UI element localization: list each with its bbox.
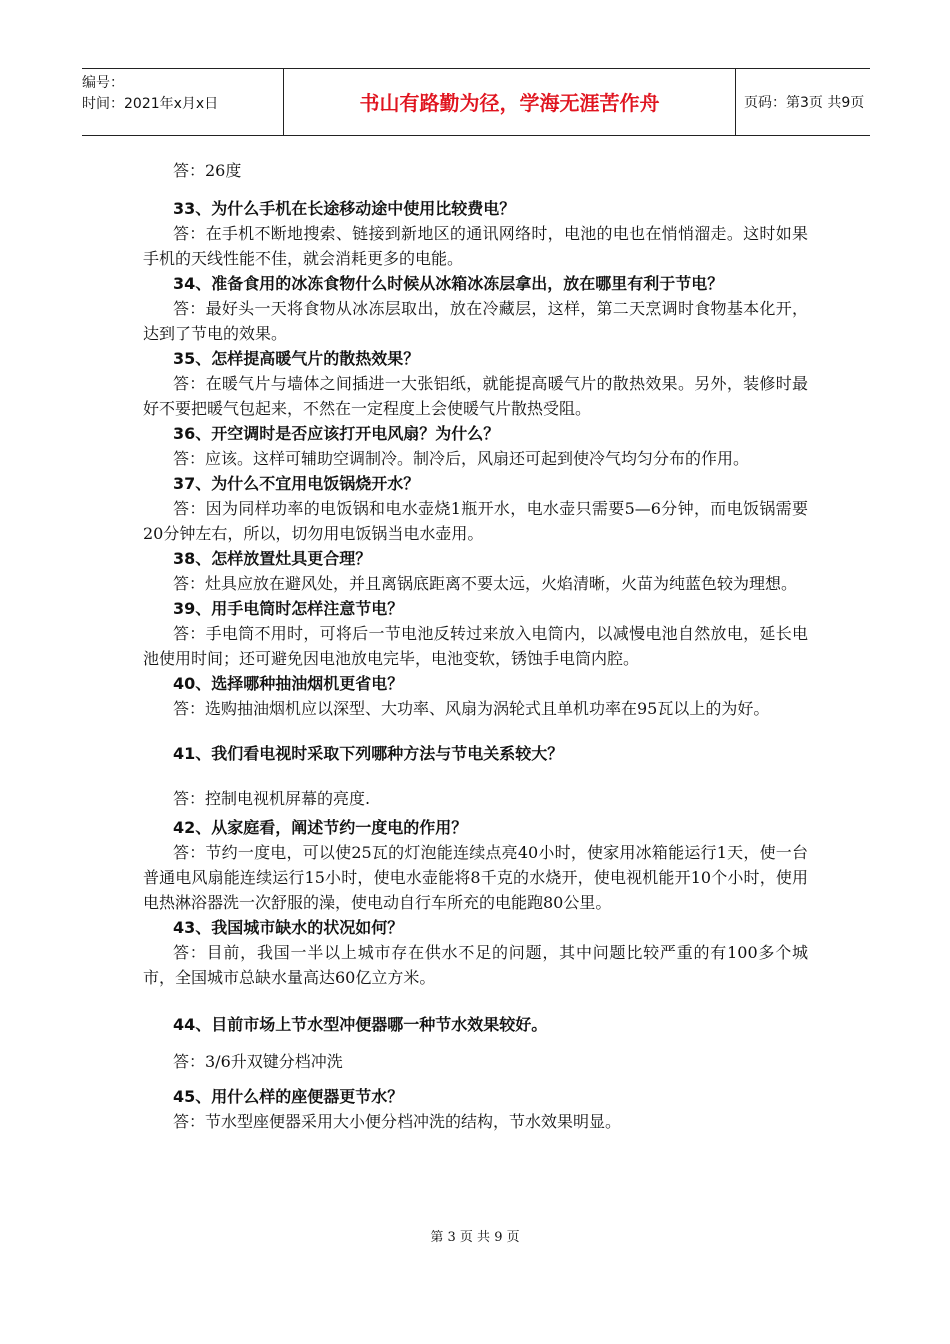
- document-body: [143, 158, 808, 1134]
- question-44: 44、目前市场上节水型冲便器哪一种节水效果较好。: [173, 1015, 548, 1034]
- question-40: 40、选择哪种抽油烟机更省电？: [173, 674, 404, 693]
- answer-37: 答：因为同样功率的电饭锅和电水壶烧1瓶开水，电水壶只需要5—6分钟，而电饭锅需要20分钟左右，所以，切勿用电饭锅当电水壶用。: [143, 499, 808, 543]
- page-footer: 第 3 页 共 9 页: [430, 1230, 520, 1245]
- header-page-info: 页码：第3页 共9页: [744, 95, 865, 111]
- answer-41: 答：控制电视机屏幕的亮度.: [173, 789, 371, 808]
- answer-43: 答：目前，我国一半以上城市存在供水不足的问题，其中问题比较严重的有100多个城市，全国城市总缺水量高达60亿立方米。: [143, 943, 808, 987]
- question-45: 45、用什么样的座便器更节水？: [173, 1087, 404, 1106]
- question-36: 36、开空调时是否应该打开电风扇？为什么？: [173, 424, 500, 443]
- answer-45: 答：节水型座便器采用大小便分档冲洗的结构，节水效果明显。: [173, 1112, 622, 1131]
- question-41: 41、我们看电视时采取下列哪种方法与节电关系较大？: [173, 744, 564, 763]
- header-motto: 书山有路勤为径，学海无涯苦作舟: [284, 69, 736, 135]
- question-38: 38、怎样放置灶具更合理？: [173, 549, 372, 568]
- question-42: 42、从家庭看，阐述节约一度电的作用？: [173, 818, 468, 837]
- question-43: 43、我国城市缺水的状况如何？: [173, 918, 404, 937]
- answer-33: 答：在手机不断地搜索、链接到新地区的通讯网络时，电池的电也在悄悄溜走。这时如果手机的天线性能不佳，就会消耗更多的电能。: [143, 224, 808, 268]
- answer-35: 答：在暖气片与墙体之间插进一大张铝纸，就能提高暖气片的散热效果。另外，装修时最好不要把暖气包起来，不然在一定程度上会使暖气片散热受阻。: [143, 374, 808, 418]
- question-34: 34、准备食用的冰冻食物什么时候从冰箱冰冻层拿出，放在哪里有利于节电？: [173, 274, 724, 293]
- document-number-label: 编号：: [82, 75, 124, 91]
- answer-34: 答：最好头一天将食物从冰冻层取出，放在冷藏层，这样，第二天烹调时食物基本化开，达到了节电的效果。: [143, 299, 808, 343]
- question-33: 33、为什么手机在长途移动途中使用比较费电？: [173, 199, 516, 218]
- answer-38: 答：灶具应放在避风处，并且离锅底距离不要太远，火焰清晰，火苗为纯蓝色较为理想。: [173, 574, 798, 593]
- question-39: 39、用手电筒时怎样注意节电？: [173, 599, 404, 618]
- answer-40: 答：选购抽油烟机应以深型、大功率、风扇为涡轮式且单机功率在95瓦以上的为好。: [173, 699, 770, 718]
- answer-36: 答：应该。这样可辅助空调制冷。制冷后，风扇还可起到使冷气均匀分布的作用。: [173, 449, 750, 468]
- answer-32: 答：26度: [173, 161, 242, 180]
- answer-39: 答：手电筒不用时，可将后一节电池反转过来放入电筒内，以减慢电池自然放电，延长电池使用时间；还可避免因电池放电完毕，电池变软，锈蚀手电筒内腔。: [143, 624, 808, 668]
- header-meta: [82, 69, 284, 135]
- answer-42: 答：节约一度电，可以使25瓦的灯泡能连续点亮40小时，使家用冰箱能运行1天，使一台普通电风扇能连续运行15小时，使电水壶能将8千克的水烧开，使电视机能开10个小时，使用电热淋浴器洗一次舒服的澡，使电动自行车所充的电能跑80公里。: [143, 843, 808, 912]
- answer-44: 答：3/6升双键分档冲洗: [173, 1052, 343, 1071]
- qa-list: [143, 196, 808, 1134]
- question-35: 35、怎样提高暖气片的散热效果？: [173, 349, 420, 368]
- page-header: [82, 68, 870, 136]
- document-time-label: 时间：2021年x月x日: [82, 96, 219, 112]
- question-37: 37、为什么不宜用电饭锅烧开水？: [173, 474, 420, 493]
